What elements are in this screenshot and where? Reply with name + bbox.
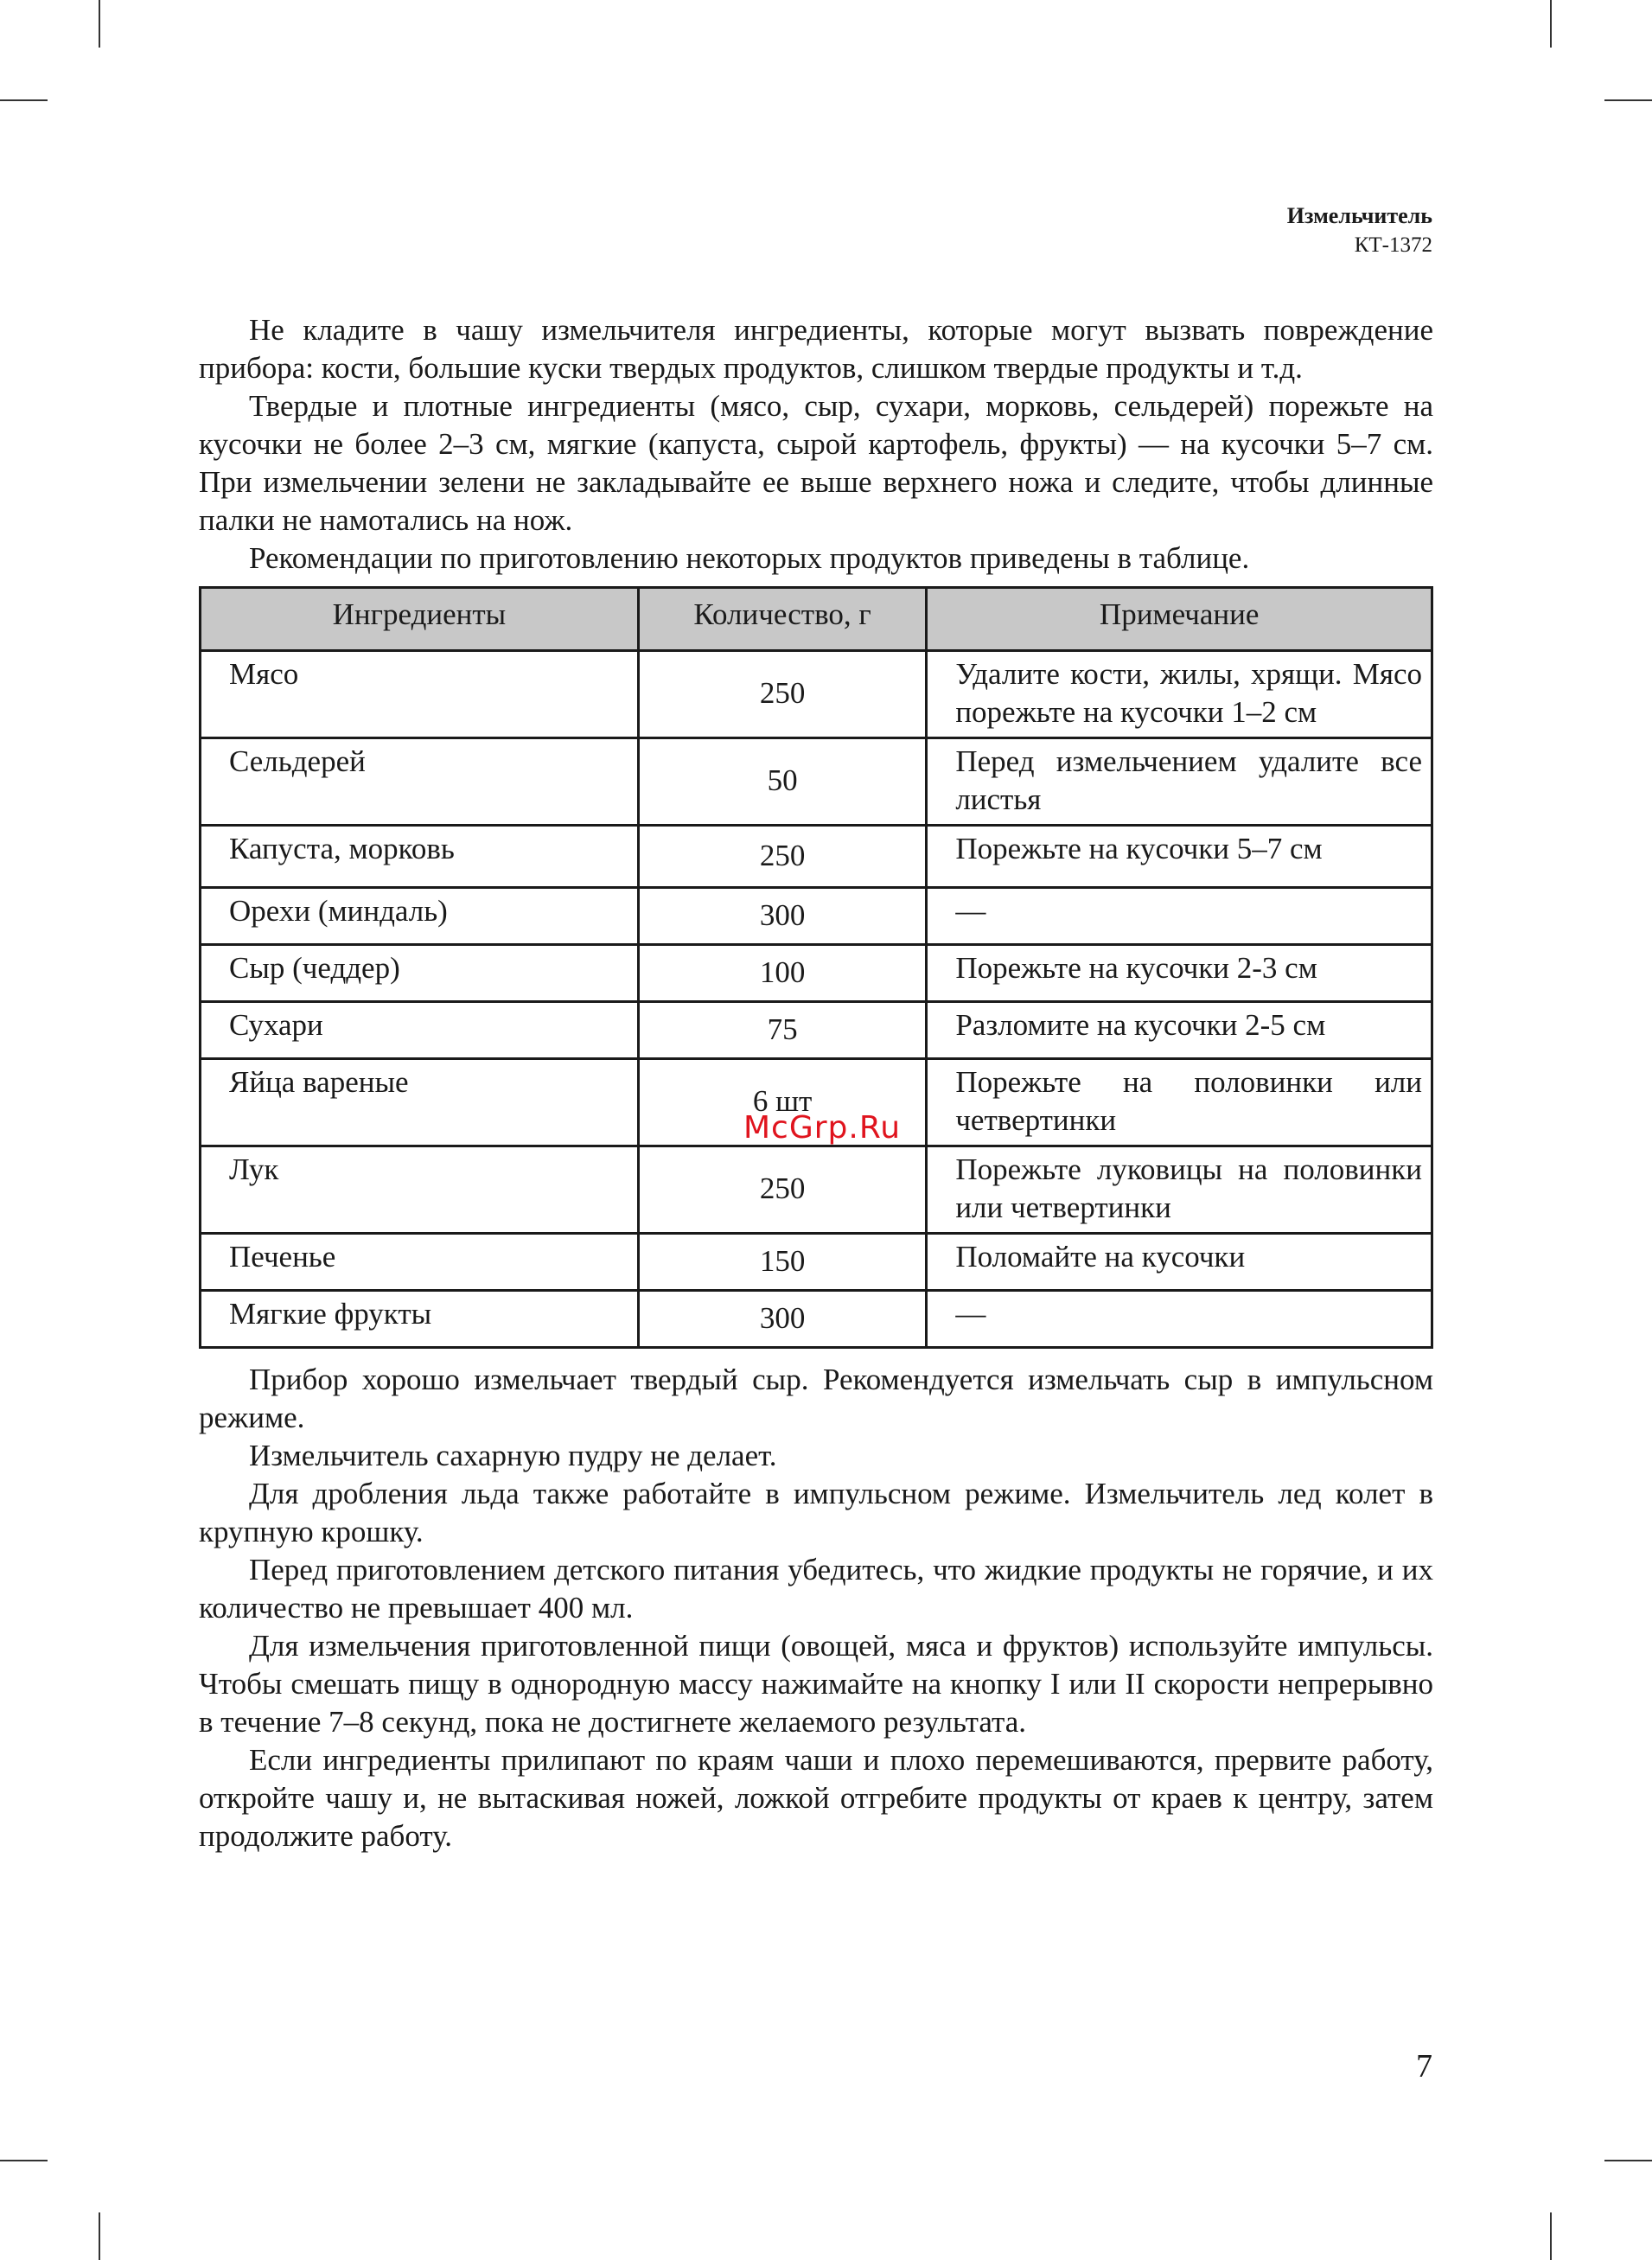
watermark: McGrp.Ru	[743, 1110, 902, 1146]
paragraph: Если ингредиенты прилипают по краям чаши и плохо перемешиваются, прервите работу, откройте чашу и, не вытаскивая ножей, ложкой отгребите продукты от краев к центру, затем продолжите работу.	[199, 1743, 1433, 1853]
quantity-cell: 300	[638, 1291, 926, 1348]
paragraph: Рекомендации по приготовлению некоторых продуктов приведены в таблице.	[249, 541, 1250, 575]
quantity-cell: 75	[638, 1002, 926, 1059]
table-row	[201, 888, 1432, 945]
crop-mark	[1550, 2212, 1552, 2260]
note-cell: —	[927, 1291, 1432, 1348]
table-header-row	[201, 588, 1432, 651]
table-row	[201, 1146, 1432, 1234]
crop-mark	[0, 2160, 48, 2161]
paragraph: Перед приготовлением детского питания убедитесь, что жидкие продукты не горячие, и их количество не превышает 400 мл.	[199, 1553, 1433, 1625]
crop-mark	[99, 2212, 100, 2260]
crop-mark	[1604, 99, 1652, 101]
paragraph: Твердые и плотные ингредиенты (мясо, сыр, сухари, морковь, сельдерей) порежьте на кусочки не более 2–3 см, мягкие (капуста, сырой картофель, фрукты) — на кусочки 5–7 см. При измельчении зелени не закладывайте ее выше верхнего ножа и следите, чтобы длинные палки не намотались на нож.	[199, 389, 1433, 537]
crop-mark	[0, 99, 48, 101]
ingredient-cell: Лук	[201, 1146, 639, 1234]
note-cell: Разломите на кусочки 2-5 см	[927, 1002, 1432, 1059]
table-row	[201, 738, 1432, 826]
note-cell: Удалите кости, жилы, хрящи. Мясо порежьте на кусочки 1–2 см	[927, 651, 1432, 738]
crop-mark	[1604, 2160, 1652, 2161]
recommendations-table	[199, 586, 1433, 1349]
table-row	[201, 1234, 1432, 1291]
ingredient-cell: Сыр (чеддер)	[201, 945, 639, 1002]
ingredient-cell: Сельдерей	[201, 738, 639, 826]
ingredient-cell: Орехи (миндаль)	[201, 888, 639, 945]
note-cell: Порежьте на половинки или четвертинки	[927, 1059, 1432, 1146]
table-row	[201, 651, 1432, 738]
paragraph: Не кладите в чашу измельчителя ингредиенты, которые могут вызвать повреждение прибора: кости, бoльшие куски твердых продуктов, слишком твердые продукты и т.д.	[199, 313, 1433, 385]
crop-mark	[1550, 0, 1552, 48]
ingredient-cell: Яйца вареные	[201, 1059, 639, 1146]
column-header-ingredients: Ингредиенты	[201, 588, 639, 651]
note-cell: —	[927, 888, 1432, 945]
table-row	[201, 1002, 1432, 1059]
quantity-cell: 6 шт	[638, 1059, 926, 1146]
note-cell: Порежьте луковицы на половинки или четвертинки	[927, 1146, 1432, 1234]
quantity-cell: 250	[638, 1146, 926, 1234]
note-cell: Порежьте на кусочки 5–7 см	[927, 826, 1432, 888]
quantity-cell: 150	[638, 1234, 926, 1291]
table-row	[201, 945, 1432, 1002]
column-header-note: Примечание	[927, 588, 1432, 651]
ingredient-cell: Капуста, морковь	[201, 826, 639, 888]
ingredient-cell: Сухари	[201, 1002, 639, 1059]
page-number: 7	[1416, 2048, 1432, 2084]
paragraph: Для дробления льда также работайте в импульсном режиме. Измельчитель лед колет в крупную крошку.	[199, 1477, 1433, 1548]
ingredient-cell: Мягкие фрукты	[201, 1291, 639, 1348]
quantity-cell: 300	[638, 888, 926, 945]
note-cell: Перед измельчением удалите все листья	[927, 738, 1432, 826]
quantity-cell: 250	[638, 826, 926, 888]
paragraph: Прибор хорошо измельчает твердый сыр. Рекомендуется измельчать сыр в импульсном режиме.	[199, 1363, 1433, 1434]
page-content	[199, 311, 1433, 1855]
quantity-cell: 50	[638, 738, 926, 826]
ingredient-cell: Печенье	[201, 1234, 639, 1291]
note-cell: Порежьте на кусочки 2-3 см	[927, 945, 1432, 1002]
running-header	[1287, 201, 1432, 260]
ingredient-cell: Мясо	[201, 651, 639, 738]
table-row	[201, 1291, 1432, 1348]
header-title: Измельчитель	[1286, 203, 1432, 228]
paragraph: Измельчитель сахарную пудру не делает.	[249, 1439, 777, 1472]
column-header-quantity: Количество, г	[638, 588, 926, 651]
header-model: КТ-1372	[1354, 233, 1432, 258]
note-cell: Поломайте на кусочки	[927, 1234, 1432, 1291]
quantity-cell: 250	[638, 651, 926, 738]
paragraph: Для измельчения приготовленной пищи (овощей, мяса и фруктов) используйте импульсы. Чтобы смешать пищу в однородную массу нажимайте на кнопку I или II скорости непрерывно в течение 7–8 секунд, пока не достигнете желаемого результата.	[199, 1629, 1433, 1739]
crop-mark	[99, 0, 100, 48]
quantity-cell: 100	[638, 945, 926, 1002]
table-row	[201, 826, 1432, 888]
